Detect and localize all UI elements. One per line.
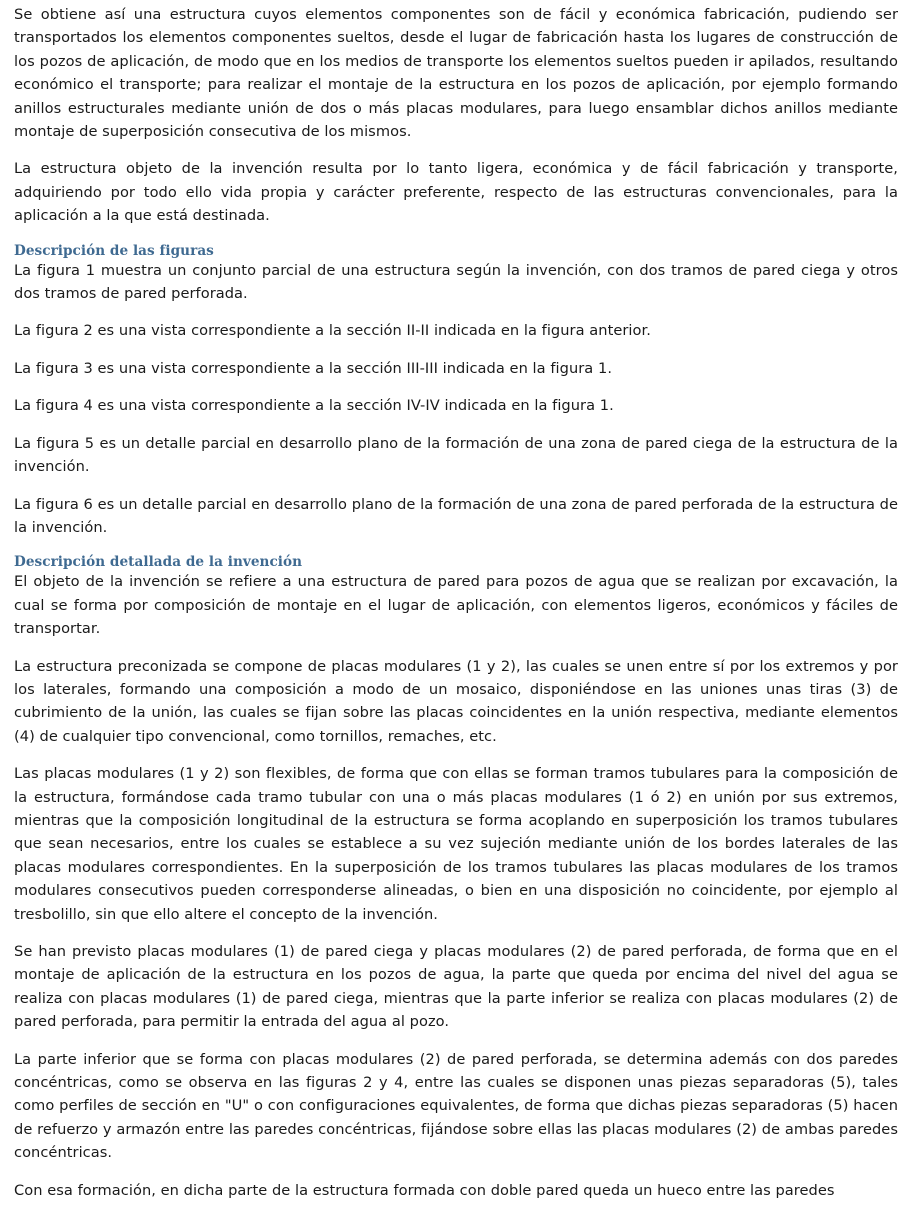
paragraph-intro-1: Se obtiene así una estructura cuyos elementos componentes son de fácil y económica fabricación, pudiendo ser transportados los elementos componentes sueltos, desde el lugar de fabricación hasta los lugares de construcción de los pozos de aplicación, de modo que en los medios de transporte los elementos sueltos pueden ir apilados, resultando económico el transporte; para realizar el montaje de la estructura en los pozos de aplicación, por ejemplo formando anillos estructurales mediante unión de dos o más placas modulares, para luego ensamblar dichos anillos mediante montaje de superposición consecutiva de los mismos. [14, 6, 898, 141]
paragraph-figure-6: La figura 6 es un detalle parcial en desarrollo plano de la formación de una zona de pared perforada de la estructura de la invención. [14, 495, 898, 536]
paragraph-detail-2: La estructura preconizada se compone de placas modulares (1 y 2), las cuales se unen entre sí por los extremos y por los laterales, formando una composición a modo de un mosaico, disponiéndose en las uniones unas tiras (3) de cubrimiento de la unión, las cuales se fijan sobre las placas coincidentes en la unión respectiva, mediante elementos (4) de cualquier tipo convencional, como tornillos, remaches, etc. [14, 657, 898, 745]
paragraph-detail-4: Se han previsto placas modulares (1) de pared ciega y placas modulares (2) de pared perforada, de forma que en el montaje de aplicación de la estructura en los pozos de agua, la parte que queda por encima del nivel del agua se realiza con placas modulares (1) de pared ciega, mientras que la parte inferior se realiza con placas modulares (2) de pared perforada, para permitir la entrada del agua al pozo. [14, 943, 898, 1031]
heading-figures: Descripción de las figuras [14, 242, 214, 259]
paragraph-detail-3: Las placas modulares (1 y 2) son flexibles, de forma que con ellas se forman tramos tubulares para la composición de la estructura, formándose cada tramo tubular con una o más placas modulares (1 ó 2) en unión por sus extremos, mientras que la composición longitudinal de la estructura se forma acoplando en superposición los tramos tubulares que sean necesarios, entre los cuales se establece a su vez sujeción mediante unión de los bordes laterales de las placas modulares correspondientes. En la superposición de los tramos tubulares las placas modulares de los tramos modulares consecutivos pueden corresponderse alineadas, o bien en una disposición no coincidente, por ejemplo al tresbolillo, sin que ello altere el concepto de la invención. [14, 765, 898, 923]
paragraph-figure-5: La figura 5 es un detalle parcial en desarrollo plano de la formación de una zona de pared ciega de la estructura de la invención. [14, 434, 898, 476]
paragraph-figure-3: La figura 3 es una vista correspondiente a la sección III-III indicada en la figura 1. [14, 359, 613, 377]
heading-detailed-description: Descripción detallada de la invención [14, 554, 303, 571]
paragraph-figure-1: La figura 1 muestra un conjunto parcial de una estructura según la invención, con dos tramos de pared ciega y otros dos tramos de pared perforada. [14, 261, 898, 303]
paragraph-detail-1: El objeto de la invención se refiere a una estructura de pared para pozos de agua que se realizan por excavación, la cual se forma por composición de montaje en el lugar de aplicación, con elementos ligeros, económicos y fáciles de transportar. [14, 573, 898, 638]
paragraph-intro-2: La estructura objeto de la invención resulta por lo tanto ligera, económica y de fácil fabricación y transporte, adquiriendo por todo ello vida propia y carácter preferente, respecto de las estructuras convencionales, para la aplicación a la que está destinada. [14, 160, 898, 225]
paragraph-figure-4: La figura 4 es una vista correspondiente a la sección IV-IV indicada en la figura 1. [14, 397, 614, 415]
paragraph-figure-2: La figura 2 es una vista correspondiente a la sección II-II indicada en la figura anterior. [14, 322, 651, 340]
paragraph-detail-5: La parte inferior que se forma con placas modulares (2) de pared perforada, se determina además con dos paredes concéntricas, como se observa en las figuras 2 y 4, entre las cuales se disponen unas piezas separadoras (5), tales como perfiles de sección en "U" o con configuraciones equivalentes, de forma que dichas piezas separadoras (5) hacen de refuerzo y armazón entre las paredes concéntricas, fijándose sobre ellas las placas modulares (2) de ambas paredes concéntricas. [14, 1050, 898, 1162]
paragraph-detail-6: Con esa formación, en dicha parte de la estructura formada con doble pared queda un hueco entre las paredes [14, 1181, 835, 1199]
patent-document [14, 0, 898, 1216]
